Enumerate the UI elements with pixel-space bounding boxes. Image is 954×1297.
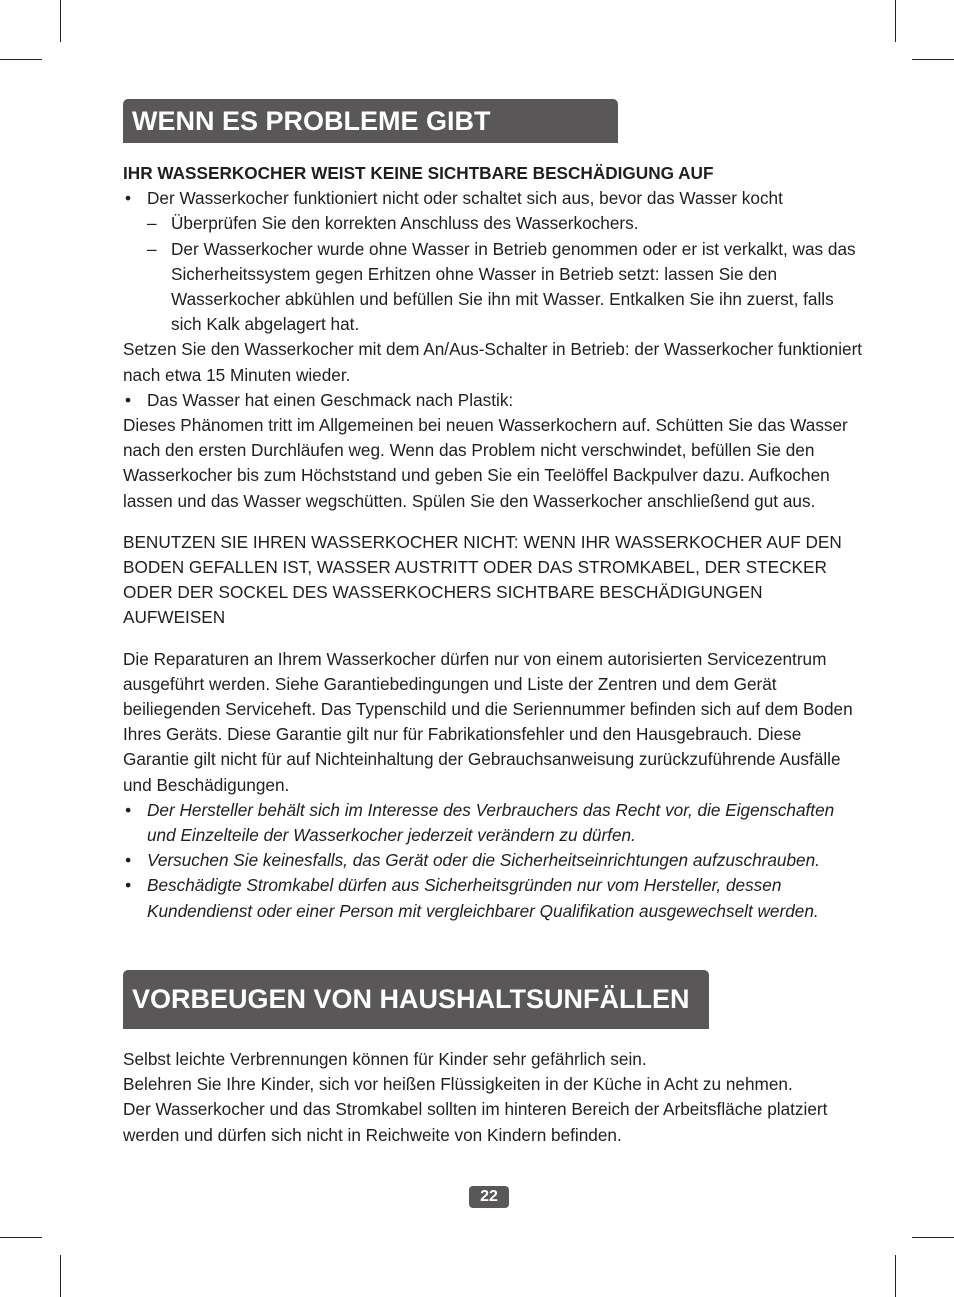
paragraph: Setzen Sie den Wasserkocher mit dem An/Aus-Schalter in Betrieb: der Wasserkocher funktioniert nach etwa 15 Minuten wieder. [123,339,863,385]
dash-item-text: Überprüfen Sie den korrekten Anschluss des Wasserkochers. [171,213,639,234]
bullet-item: • Das Wasser hat einen Geschmack nach Plastik: [123,388,863,413]
warning-paragraph: BENUTZEN SIE IHREN WASSERKOCHER NICHT: WENN IHR WASSERKOCHER AUF DEN BODEN GEFALLEN IST, WASSER AUSTRITT ODER DAS STROMKABEL, DER STECKER ODER DER SOCKEL DES WASSERKOCHERS SICHTBARE BESCHÄDIGUNGEN AUFWEISEN [123,531,842,628]
subheading: IHR WASSERKOCHER WEIST KEINE SICHTBARE BESCHÄDIGUNG AUF [123,163,714,183]
italic-bullet-item: • Versuchen Sie keinesfalls, das Gerät oder die Sicherheitseinrichtungen aufzuschrauben. [123,848,863,873]
dash-item [123,211,863,236]
crop-mark [0,1237,42,1238]
paragraph: Die Reparaturen an Ihrem Wasserkocher dürfen nur von einem autorisierten Servicezentrum ausgeführt werden. Siehe Garantiebedingungen und Liste der Zentren und dem Gerät beiliegenden Serviceheft. Das Typenschild und die Seriennummer befinden sich auf dem Boden Ihres Geräts. Diese Garantie gilt nur für Fabrikationsfehler und den Hausgebrauch. Diese Garantie gilt nicht für auf Nichteinhaltung der Gebrauchsanweisung zurückzuführende Ausfälle und Beschädigungen. [123,648,853,795]
bullet-item: • Der Wasserkocher funktioniert nicht oder schaltet sich aus, bevor das Wasser kocht [123,186,863,211]
dash-mark: – [147,213,157,234]
crop-mark [60,1255,61,1297]
section-accident-prevention-body [123,1047,863,1148]
crop-mark [912,59,954,60]
dash-mark: – [147,238,157,259]
crop-mark [0,59,42,60]
paragraph-line: Selbst leichte Verbrennungen können für Kinder sehr gefährlich sein. [123,1049,647,1069]
page-number: 22 [469,1186,509,1208]
section-heading-accident-prevention: VORBEUGEN VON HAUSHALTSUNFÄLLEN [123,970,709,1029]
crop-mark [60,0,61,42]
italic-bullet-item: • Beschädigte Stromkabel dürfen aus Sicherheitsgründen nur vom Hersteller, dessen Kundendienst oder einer Person mit vergleichbarer Qualifikation ausgewechselt werden. [123,873,863,923]
crop-mark [912,1237,954,1238]
section-heading-problems: WENN ES PROBLEME GIBT [123,99,618,143]
dash-item [123,237,863,338]
paragraph-line: Belehren Sie Ihre Kinder, sich vor heißen Flüssigkeiten in der Küche in Acht zu nehmen. [123,1074,793,1095]
paragraph-line: Der Wasserkocher und das Stromkabel sollten im hinteren Bereich der Arbeitsfläche platziert werden und dürfen sich nicht in Reichweite von Kindern befinden. [123,1099,828,1145]
section-problems-body [123,161,863,924]
dash-item-text: Der Wasserkocher wurde ohne Wasser in Betrieb genommen oder er ist verkalkt, was das Sicherheitssystem gegen Erhitzen ohne Wasser in Betrieb setzt: lassen Sie den Wasserkocher abkühlen und befüllen Sie ihn mit Wasser. Entkalken Sie ihn zuerst, falls sich Kalk abgelagert hat. [171,238,856,335]
crop-mark [895,0,896,42]
italic-bullet-item: • Der Hersteller behält sich im Interesse des Verbrauchers das Recht vor, die Eigenschaften und Einzelteile der Wasserkocher jederzeit verändern zu dürfen. [123,798,863,848]
paragraph: Dieses Phänomen tritt im Allgemeinen bei neuen Wasserkochern auf. Schütten Sie das Wasser nach den ersten Durchläufen weg. Wenn das Problem nicht verschwindet, befüllen Sie den Wasserkocher bis zum Höchststand und geben Sie ein Teelöffel Backpulver dazu. Aufkochen lassen und das Wasser wegschütten. Spülen Sie den Wasserkocher anschließend gut aus. [123,415,848,511]
crop-mark [895,1255,896,1297]
